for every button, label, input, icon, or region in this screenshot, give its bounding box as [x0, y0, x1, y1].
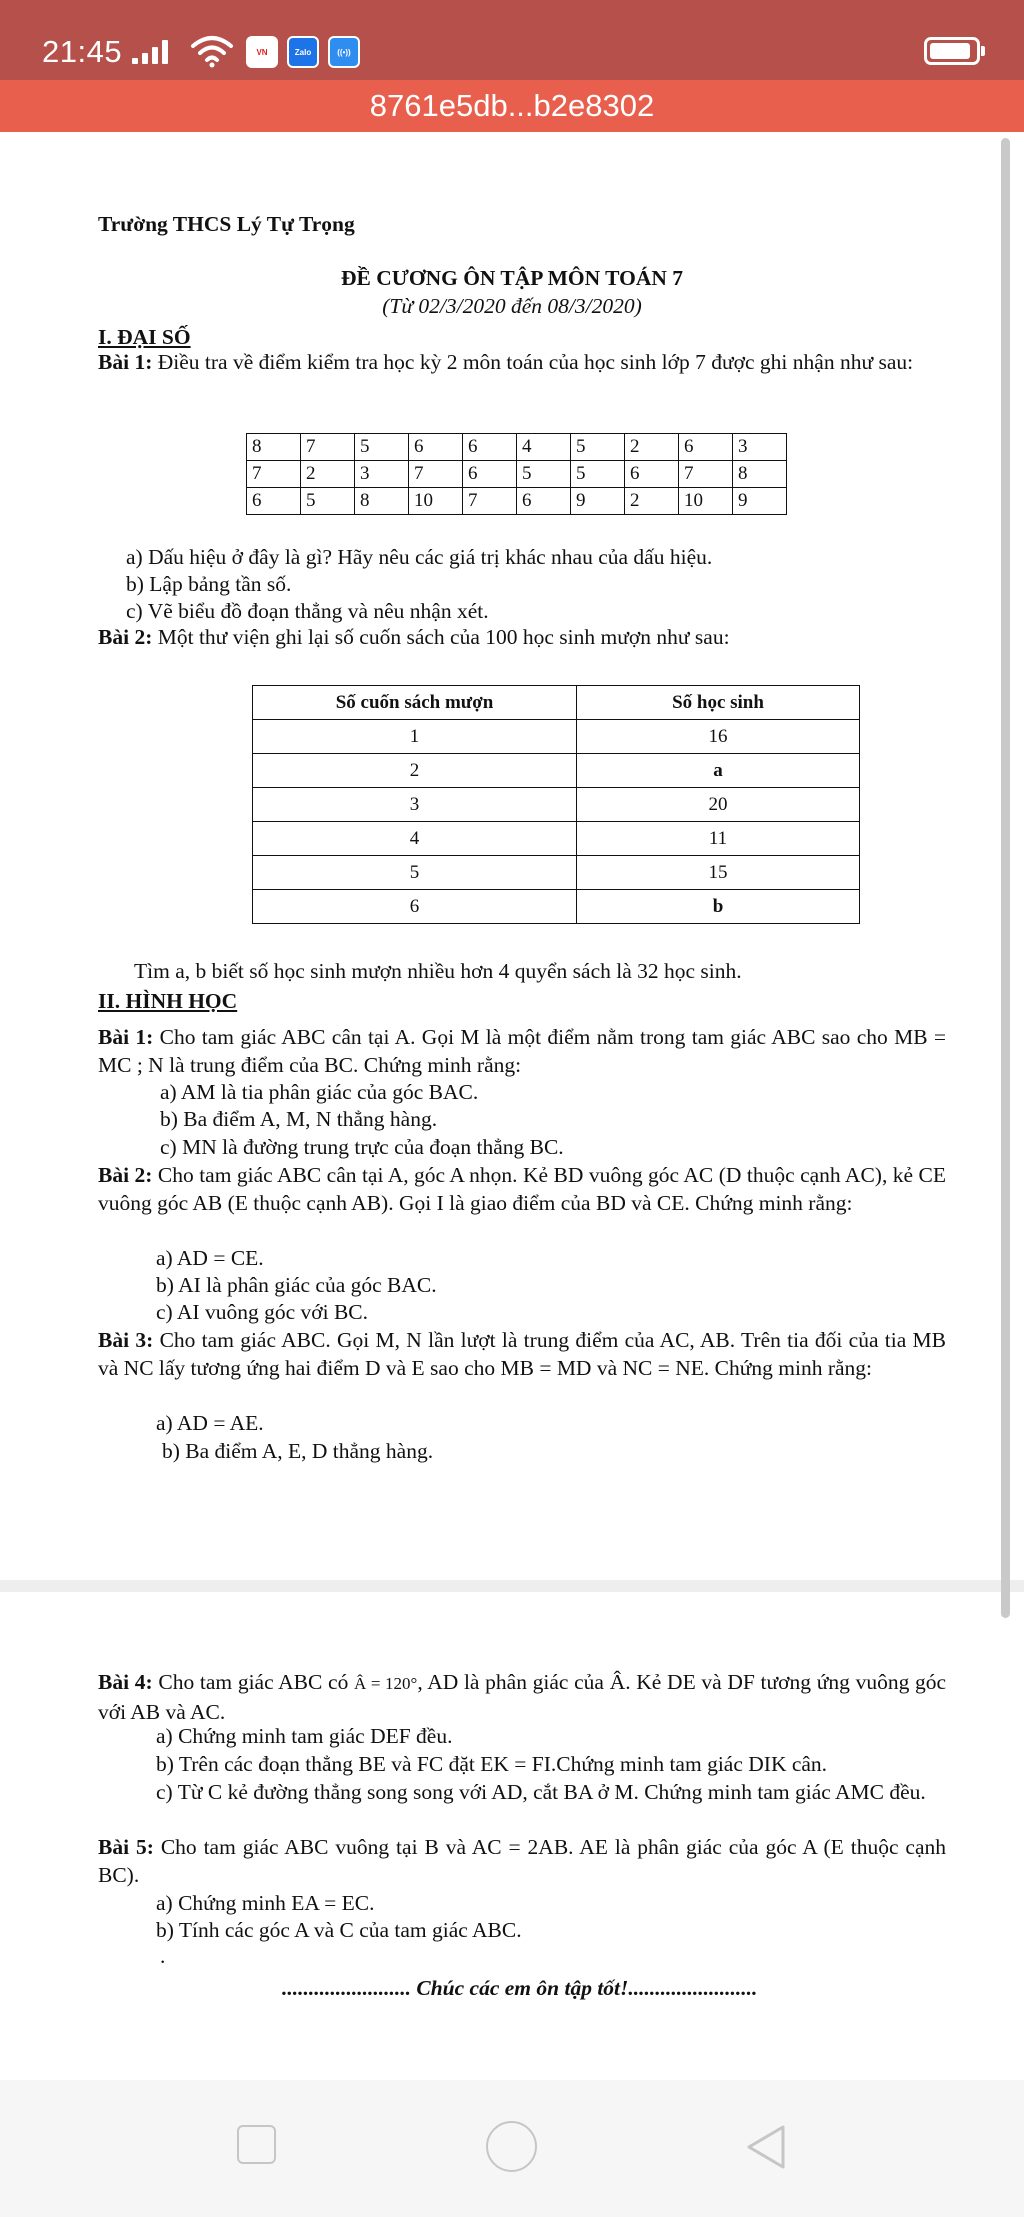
exercise-1-label: Bài 1: — [98, 350, 153, 374]
back-icon[interactable] — [743, 2123, 787, 2171]
table-cell: 5 — [517, 461, 571, 488]
table-row — [247, 488, 787, 515]
table-cell: 6 — [625, 461, 679, 488]
exercise-2-label: Bài 2: — [98, 625, 153, 649]
angle-a-symbol: Â — [609, 1670, 626, 1694]
geometry-1-part-c: c) MN là đường trung trực của đoạn thẳng BC. — [160, 1135, 564, 1159]
signal-icon — [132, 40, 176, 64]
table-row — [247, 434, 787, 461]
table-cell: 2 — [625, 488, 679, 515]
exercise-2-body: Một thư viện ghi lại số cuốn sách của 100 học sinh mượn như sau: — [157, 625, 730, 649]
table-row — [253, 856, 860, 890]
table-cell: 7 — [463, 488, 517, 515]
table-row — [253, 822, 860, 856]
table-row — [253, 720, 860, 754]
vn-app-icon: VN — [246, 36, 278, 68]
table-cell: 7 — [247, 461, 301, 488]
geometry-4-mid: , AD là phân giác của — [417, 1670, 604, 1694]
table-cell: 11 — [577, 822, 860, 856]
page-separator — [0, 1580, 1024, 1592]
section-geometry-heading: II. HÌNH HỌC — [98, 989, 238, 1013]
table-row — [247, 461, 787, 488]
table-cell: 2 — [625, 434, 679, 461]
table-cell: 10 — [679, 488, 733, 515]
closing-message: ........................ Chúc các em ôn tập tốt!........................ — [282, 1976, 758, 2000]
geometry-2-part-b: b) AI là phân giác của góc BAC. — [156, 1273, 437, 1297]
table-cell: 6 — [409, 434, 463, 461]
scrollbar[interactable] — [1001, 138, 1010, 1618]
geometry-1-text — [98, 1023, 946, 1079]
geometry-4-part-b: b) Trên các đoạn thẳng BE và FC đặt EK = FI.Chứng minh tam giác DIK cân. — [156, 1752, 828, 1776]
table-cell: 9 — [571, 488, 625, 515]
document-page-1 — [0, 132, 1024, 1580]
navigation-bar — [0, 2080, 1024, 2217]
table-cell: 9 — [733, 488, 787, 515]
table-cell: 6 — [679, 434, 733, 461]
battery-icon — [924, 37, 980, 65]
table-cell: 6 — [253, 890, 577, 924]
geometry-1-body: Cho tam giác ABC cân tại A. Gọi M là một điểm nằm trong tam giác ABC sao cho MB = MC ; N là trung điểm của BC. Chứng minh rằng: — [98, 1025, 946, 1077]
book-loan-table — [252, 685, 860, 924]
geometry-4-text — [98, 1668, 946, 1726]
geometry-2-text — [98, 1161, 946, 1217]
geometry-1-part-b: b) Ba điểm A, M, N thẳng hàng. — [160, 1107, 438, 1131]
table-cell: 3 — [733, 434, 787, 461]
table-cell: 5 — [253, 856, 577, 890]
score-table — [246, 433, 787, 515]
geometry-5-label: Bài 5: — [98, 1835, 154, 1859]
table-cell: 6 — [517, 488, 571, 515]
table-cell: 7 — [301, 434, 355, 461]
exercise-1-body: Điều tra về điểm kiểm tra học kỳ 2 môn toán của học sinh lớp 7 được ghi nhận như sau: — [157, 350, 914, 374]
geometry-5-part-b: b) Tính các góc A và C của tam giác ABC. — [156, 1918, 522, 1942]
zalo-icon: Zalo — [287, 36, 319, 68]
table-cell: 4 — [517, 434, 571, 461]
table-cell: 20 — [577, 788, 860, 822]
table-cell: 8 — [247, 434, 301, 461]
section-algebra-heading: I. ĐẠI SỐ — [98, 325, 191, 349]
document-title-bar: 8761e5db...b2e8302 — [0, 80, 1024, 132]
radio-icon: ((•)) — [328, 36, 360, 68]
table-cell: 4 — [253, 822, 577, 856]
geometry-2-body: Cho tam giác ABC cân tại A, góc A nhọn. Kẻ BD vuông góc AC (D thuộc cạnh AC), kẻ CE vuông góc AB (E thuộc cạnh AB). Gọi I là giao điểm của BD và CE. Chứng minh rằng: — [98, 1163, 947, 1215]
status-bar — [0, 0, 1024, 80]
geometry-1-label: Bài 1: — [98, 1025, 154, 1049]
school-name: Trường THCS Lý Tự Trọng — [98, 212, 355, 236]
exercise-1-part-b: b) Lập bảng tần số. — [126, 572, 292, 596]
exercise-2-text — [98, 623, 730, 651]
table-row — [253, 788, 860, 822]
home-icon[interactable] — [486, 2121, 537, 2172]
stray-dot: . — [160, 1944, 166, 1968]
table-cell: 5 — [571, 434, 625, 461]
exercise-1-text — [98, 348, 928, 376]
geometry-2-part-a: a) AD = CE. — [156, 1246, 264, 1270]
geometry-5-text — [98, 1833, 946, 1889]
table-cell: 6 — [463, 461, 517, 488]
geometry-3-text — [98, 1326, 946, 1382]
exercise-1-part-a: a) Dấu hiệu ở đây là gì? Hãy nêu các giá trị khác nhau của dấu hiệu. — [126, 545, 713, 569]
table-cell: 2 — [301, 461, 355, 488]
geometry-2-label: Bài 2: — [98, 1163, 153, 1187]
table-header-books: Số cuốn sách mượn — [253, 686, 577, 720]
table-cell: 10 — [409, 488, 463, 515]
table-row — [253, 890, 860, 924]
table-cell: 7 — [409, 461, 463, 488]
table-cell: 6 — [247, 488, 301, 515]
geometry-4-part-c: c) Từ C kẻ đường thẳng song song với AD, cắt BA ở M. Chứng minh tam giác AMC đều. — [156, 1780, 926, 1804]
table-cell: 16 — [577, 720, 860, 754]
angle-a-formula: Â = 120° — [354, 1674, 418, 1693]
geometry-5-body: Cho tam giác ABC vuông tại B và AC = 2AB. AE là phân giác của góc A (E thuộc cạnh BC). — [98, 1835, 946, 1887]
geometry-4-part-a: a) Chứng minh tam giác DEF đều. — [156, 1724, 453, 1748]
geometry-4-label: Bài 4: — [98, 1670, 153, 1694]
table-cell: 6 — [463, 434, 517, 461]
document-page-2 — [0, 1592, 1024, 2080]
table-cell: 8 — [355, 488, 409, 515]
table-cell: 7 — [679, 461, 733, 488]
geometry-2-part-c: c) AI vuông góc với BC. — [156, 1300, 369, 1324]
document-date: (Từ 02/3/2020 đến 08/3/2020) — [382, 294, 642, 318]
table-cell: a — [577, 754, 860, 788]
table-cell: 2 — [253, 754, 577, 788]
table-cell: 8 — [733, 461, 787, 488]
geometry-5-part-a: a) Chứng minh EA = EC. — [156, 1891, 375, 1915]
geometry-3-part-b: b) Ba điểm A, E, D thẳng hàng. — [162, 1439, 434, 1463]
geometry-4-post: . Kẻ DE và DF tương ứng vuông góc với AB và AC. — [98, 1670, 947, 1724]
table-cell: 15 — [577, 856, 860, 890]
table-cell: 3 — [253, 788, 577, 822]
table-cell: 5 — [571, 461, 625, 488]
recent-apps-icon[interactable] — [237, 2125, 276, 2164]
table-cell: 5 — [301, 488, 355, 515]
geometry-3-label: Bài 3: — [98, 1328, 154, 1352]
table-cell: 1 — [253, 720, 577, 754]
table-cell: b — [577, 890, 860, 924]
exercise-1-part-c: c) Vẽ biểu đồ đoạn thẳng và nêu nhận xét. — [126, 599, 489, 623]
table-cell: 3 — [355, 461, 409, 488]
geometry-3-body: Cho tam giác ABC. Gọi M, N lần lượt là trung điểm của AC, AB. Trên tia đối của tia MB và NC lấy tương ứng hai điểm D và E sao cho MB = MD và NC = NE. Chứng minh rằng: — [98, 1328, 947, 1380]
table-row — [253, 754, 860, 788]
table-cell: 5 — [355, 434, 409, 461]
wifi-icon — [190, 34, 234, 68]
document-title: ĐỀ CƯƠNG ÔN TẬP MÔN TOÁN 7 — [340, 266, 684, 290]
geometry-4-pre: Cho tam giác ABC có — [158, 1670, 349, 1694]
exercise-2-question: Tìm a, b biết số học sinh mượn nhiều hơn 4 quyển sách là 32 học sinh. — [134, 959, 742, 983]
geometry-3-part-a: a) AD = AE. — [156, 1411, 264, 1435]
geometry-1-part-a: a) AM là tia phân giác của góc BAC. — [160, 1080, 479, 1104]
status-time: 21:45 — [42, 34, 123, 69]
table-header-students: Số học sinh — [577, 686, 860, 720]
